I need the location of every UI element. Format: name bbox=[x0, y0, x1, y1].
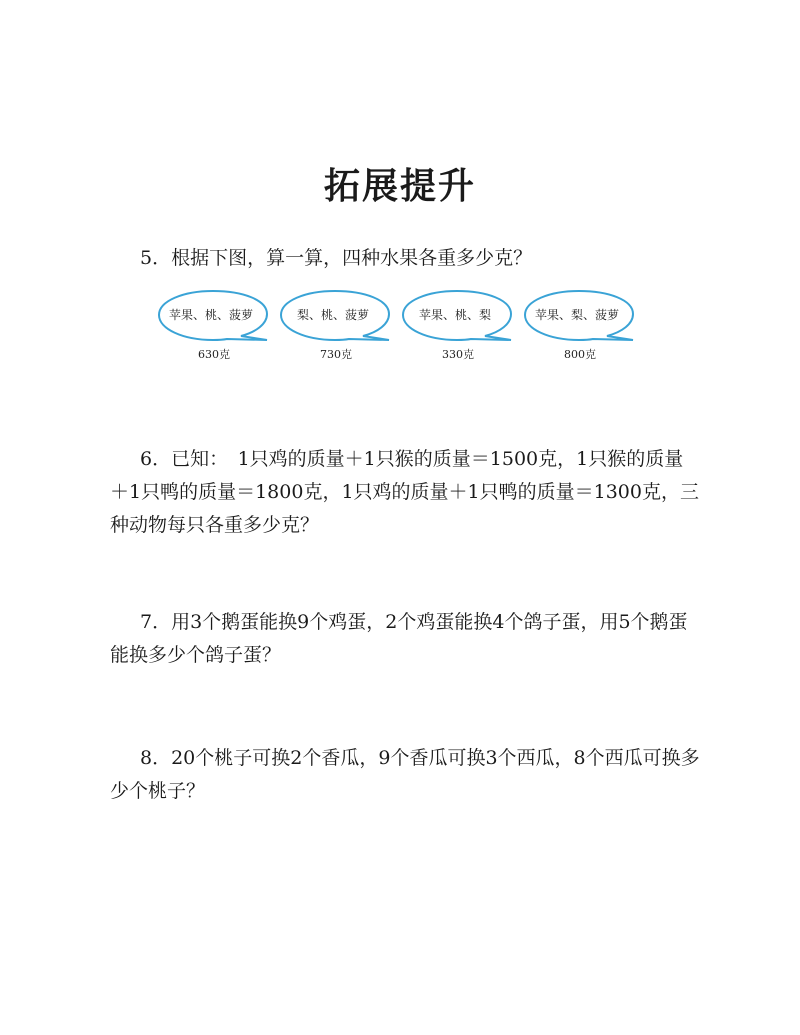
question-text: 20个桃子可换2个香瓜，9个香瓜可换3个西瓜，8个西瓜可换多少个桃子？ bbox=[110, 747, 700, 802]
bubble-label: 苹果、桃、梨 bbox=[418, 308, 491, 322]
question-7 bbox=[110, 606, 700, 672]
bubble-label: 苹果、桃、菠萝 bbox=[168, 308, 253, 322]
question-text: 用3个鹅蛋能换9个鸡蛋，2个鸡蛋能换4个鸽子蛋，用5个鹅蛋能换多少个鸽子蛋？ bbox=[110, 611, 688, 666]
fruit-bubbles bbox=[155, 288, 655, 368]
fruit-bubble bbox=[277, 288, 395, 366]
bubble-label: 梨、桃、菠萝 bbox=[296, 308, 369, 322]
fruit-bubble bbox=[155, 288, 273, 366]
question-number: 6． bbox=[140, 448, 172, 470]
bubble-weight: 330克 bbox=[442, 348, 474, 361]
page-title: 拓展提升 bbox=[323, 166, 476, 207]
question-number: 5． bbox=[140, 247, 172, 269]
bubble-label: 苹果、梨、菠萝 bbox=[534, 308, 619, 322]
question-text: 已知： 1只鸡的质量＋1只猴的质量＝1500克，1只猴的质量＋1只鸭的质量＝1800克，1只鸡的质量＋1只鸭的质量＝1300克，三种动物每只各重多少克？ bbox=[110, 448, 699, 536]
question-number: 7． bbox=[140, 611, 172, 633]
bubble-weight: 800克 bbox=[564, 348, 596, 361]
bubble-weight: 730克 bbox=[320, 348, 352, 361]
question-number: 8． bbox=[140, 747, 172, 769]
question-5 bbox=[110, 242, 700, 275]
question-8 bbox=[110, 742, 700, 808]
question-text: 根据下图，算一算，四种水果各重多少克？ bbox=[171, 247, 533, 269]
bubble-weight: 630克 bbox=[198, 348, 230, 361]
fruit-bubble bbox=[399, 288, 517, 366]
fruit-bubble bbox=[521, 288, 639, 366]
question-6 bbox=[110, 443, 700, 542]
